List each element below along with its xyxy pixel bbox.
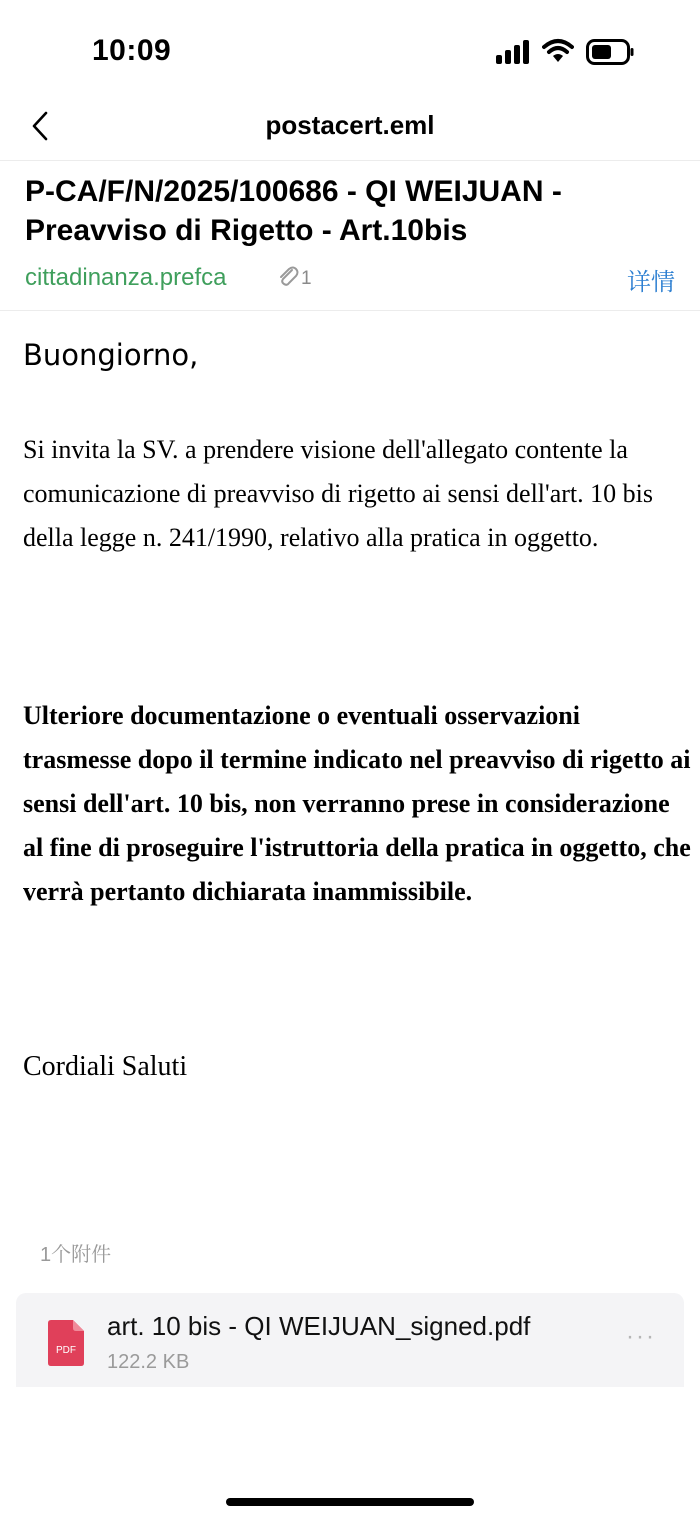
attachments-label: 1个附件 [40,1244,112,1266]
attachment-file-name[interactable]: art. 10 bis - QI WEIJUAN_signed.pdf [107,1311,531,1341]
email-subject: P-CA/F/N/2025/100686 - QI WEIJUAN - Preavviso di Rigetto - Art.10bis [25,175,562,247]
home-indicator [226,1498,474,1506]
details-link[interactable]: 详情 [627,269,675,296]
email-paragraph: Si invita la SV. a prendere visione dell'allegato contente la comunicazione di preavviso di rigetto ai sensi dell'art. 10 bis della legge n. 241/1990, relativo alla pratica in oggetto. [23,435,653,552]
attachment-item[interactable] [16,1293,684,1387]
pdf-icon-label: PDF [56,1345,76,1356]
more-options-icon[interactable]: ··· [626,1323,656,1350]
status-bar [0,0,700,100]
attachment-count: 1 [301,268,312,289]
cellular-signal-icon [496,40,532,64]
attachment-file-size: 122.2 KB [107,1351,190,1373]
nav-title: postacert.eml [265,110,435,140]
battery-icon [586,39,634,65]
email-paragraph-bold: Ulteriore documentazione o eventuali osservazioni trasmesse dopo il termine indicato nel preavviso di rigetto ai sensi dell'art. 10 bis, non verranno prese in considerazione al fine di proseguire l'istruttoria della pratica in oggetto, che verrà pertanto dichiarata inammissibile. [23,701,691,906]
pdf-file-icon [48,1320,84,1366]
email-closing: Cordiali Saluti [23,1051,188,1082]
status-time: 10:09 [92,34,172,67]
wifi-icon [542,38,574,64]
divider [0,310,700,311]
navigation-bar [0,100,700,161]
email-greeting: Buongiorno, [23,338,199,372]
paperclip-icon [275,264,301,290]
email-meta [25,262,675,298]
sender-name[interactable]: cittadinanza.prefca [25,264,227,291]
